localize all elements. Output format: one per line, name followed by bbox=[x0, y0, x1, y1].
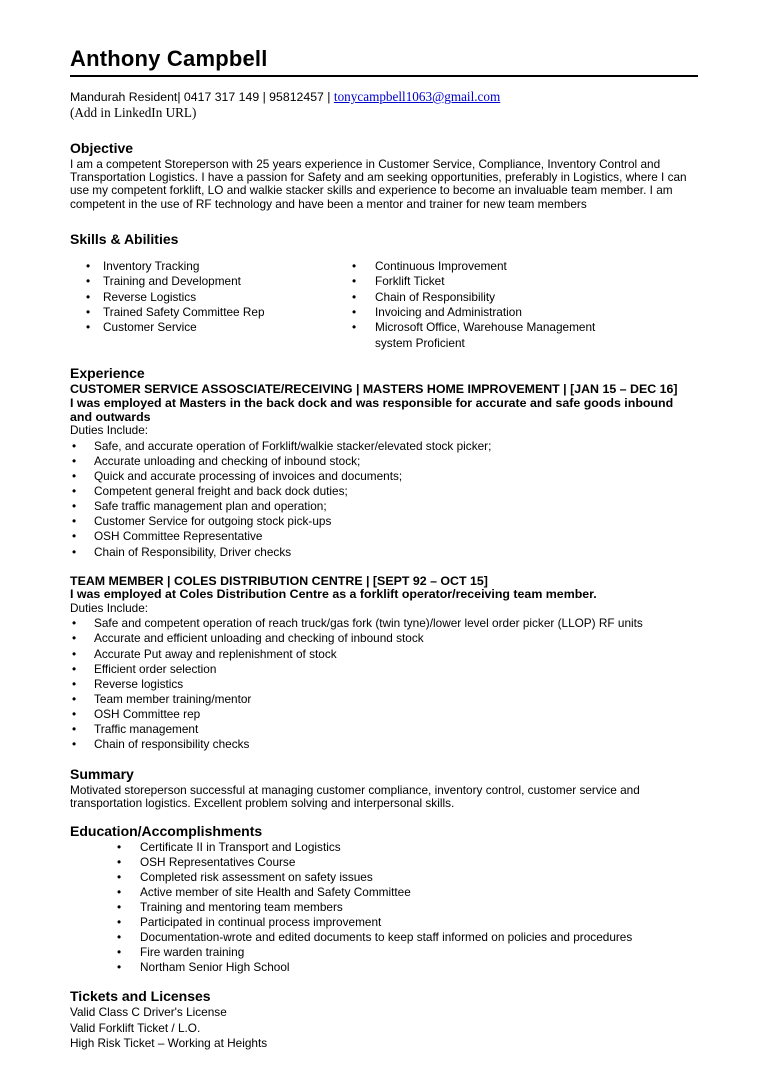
education-item: • Participated in continual process improvement bbox=[70, 915, 698, 930]
contact-details: Mandurah Resident| 0417 317 149 | 95812457 | bbox=[70, 90, 334, 104]
skill-item: • Chain of Responsibility bbox=[352, 290, 604, 305]
education-item: • OSH Representatives Course bbox=[70, 855, 698, 870]
ticket-item: Valid Forklift Ticket / L.O. bbox=[70, 1020, 201, 1035]
skill-item: • Reverse Logistics bbox=[70, 290, 352, 305]
experience-heading: Experience bbox=[70, 365, 145, 382]
duty-item: • Team member training/mentor bbox=[70, 692, 698, 707]
duty-item: • Safe and competent operation of reach truck/gas fork (twin tyne)/lower level order picker (LLOP) RF units bbox=[70, 616, 698, 631]
duty-item: • Accurate and efficient unloading and checking of inbound stock bbox=[70, 631, 698, 646]
skill-item: • Invoicing and Administration bbox=[352, 305, 604, 320]
duties-list-coles bbox=[70, 616, 698, 752]
education-item: • Completed risk assessment on safety issues bbox=[70, 870, 698, 885]
objective-heading: Objective bbox=[70, 140, 134, 156]
summary-heading: Summary bbox=[70, 766, 134, 783]
duty-item: • Reverse logistics bbox=[70, 677, 698, 692]
ticket-item: Valid Class C Driver's License bbox=[70, 1005, 227, 1020]
education-item: • Training and mentoring team members bbox=[70, 900, 698, 915]
duty-item: • Quick and accurate processing of invoices and documents; bbox=[70, 469, 698, 484]
duty-item: • Accurate unloading and checking of inbound stock; bbox=[70, 454, 698, 469]
duty-item: • Accurate Put away and replenishment of stock bbox=[70, 647, 698, 662]
education-item: • Northam Senior High School bbox=[70, 960, 698, 975]
duty-item: • OSH Committee Representative bbox=[70, 529, 698, 544]
duties-label: Duties Include: bbox=[70, 423, 149, 438]
contact-line bbox=[70, 89, 698, 105]
skill-item: • Continuous Improvement bbox=[352, 259, 604, 274]
duty-item: • Safe, and accurate operation of Forklift/walkie stacker/elevated stock picker; bbox=[70, 439, 698, 454]
skill-item: • Forklift Ticket bbox=[352, 274, 604, 289]
objective-text: I am a competent Storeperson with 25 years experience in Customer Service, Compliance, Inventory Control and Transportation Logistics. I have a passion for Safety and am seeking opportunities, preferably in Logistics, where I can use my competent forklift, LO and walkie stacker skills and experience to become an invaluable team member. I am competent in the use of RF technology and have been a mentor and trainer for new team members bbox=[70, 157, 687, 211]
summary-text: Motivated storeperson successful at managing customer compliance, inventory control, customer service and transportation logistics. Excellent problem solving and interpersonal skills. bbox=[70, 783, 640, 811]
candidate-name: Anthony Campbell bbox=[70, 46, 268, 71]
skills-heading: Skills & Abilities bbox=[70, 230, 179, 247]
job-summary: I was employed at Masters in the back dock and was responsible for accurate and safe goods inbound and outwards bbox=[70, 395, 674, 424]
skill-item: • Customer Service bbox=[70, 320, 352, 335]
tickets-list bbox=[70, 1005, 698, 1051]
job-summary: I was employed at Coles Distribution Centre as a forklift operator/receiving team member. bbox=[70, 587, 597, 602]
skill-item: • Microsoft Office, Warehouse Management system Proficient bbox=[352, 320, 604, 351]
job-title: CUSTOMER SERVICE ASSOSCIATE/RECEIVING | MASTERS HOME IMPROVEMENT | [JAN 15 – DEC 16] bbox=[70, 382, 678, 397]
education-item: • Fire warden training bbox=[70, 945, 698, 960]
skill-item: • Inventory Tracking bbox=[70, 259, 352, 274]
education-item: • Documentation-wrote and edited documents to keep staff informed on policies and procedures bbox=[70, 930, 698, 945]
duties-label: Duties Include: bbox=[70, 600, 149, 615]
skills-list-right bbox=[352, 259, 698, 351]
education-item: • Active member of site Health and Safety Committee bbox=[70, 885, 698, 900]
duty-item: • Chain of responsibility checks bbox=[70, 737, 698, 752]
skill-item: • Training and Development bbox=[70, 274, 352, 289]
duty-item: • Safe traffic management plan and operation; bbox=[70, 499, 698, 514]
ticket-item: High Risk Ticket – Working at Heights bbox=[70, 1035, 268, 1050]
education-list bbox=[70, 840, 698, 976]
job-block-masters bbox=[70, 382, 698, 559]
duty-item: • Competent general freight and back dock duties; bbox=[70, 484, 698, 499]
education-heading: Education/Accomplishments bbox=[70, 822, 263, 839]
education-item: • Certificate II in Transport and Logistics bbox=[70, 840, 698, 855]
skills-list-left bbox=[70, 259, 352, 351]
duty-item: • Customer Service for outgoing stock pick-ups bbox=[70, 514, 698, 529]
job-title: TEAM MEMBER | COLES DISTRIBUTION CENTRE | [SEPT 92 – OCT 15] bbox=[70, 573, 488, 588]
duty-item: • Chain of Responsibility, Driver checks bbox=[70, 545, 698, 560]
linkedin-placeholder: (Add in LinkedIn URL) bbox=[70, 105, 197, 120]
tickets-heading: Tickets and Licenses bbox=[70, 988, 211, 1005]
duty-item: • Efficient order selection bbox=[70, 662, 698, 677]
email-link[interactable]: tonycampbell1063@gmail.com bbox=[333, 89, 501, 104]
duties-list-masters bbox=[70, 439, 698, 560]
duty-item: • Traffic management bbox=[70, 722, 698, 737]
job-block-coles bbox=[70, 574, 698, 753]
duty-item: • OSH Committee rep bbox=[70, 707, 698, 722]
skill-item: • Trained Safety Committee Rep bbox=[70, 305, 352, 320]
header-divider bbox=[70, 75, 698, 77]
skills-columns bbox=[70, 259, 698, 351]
